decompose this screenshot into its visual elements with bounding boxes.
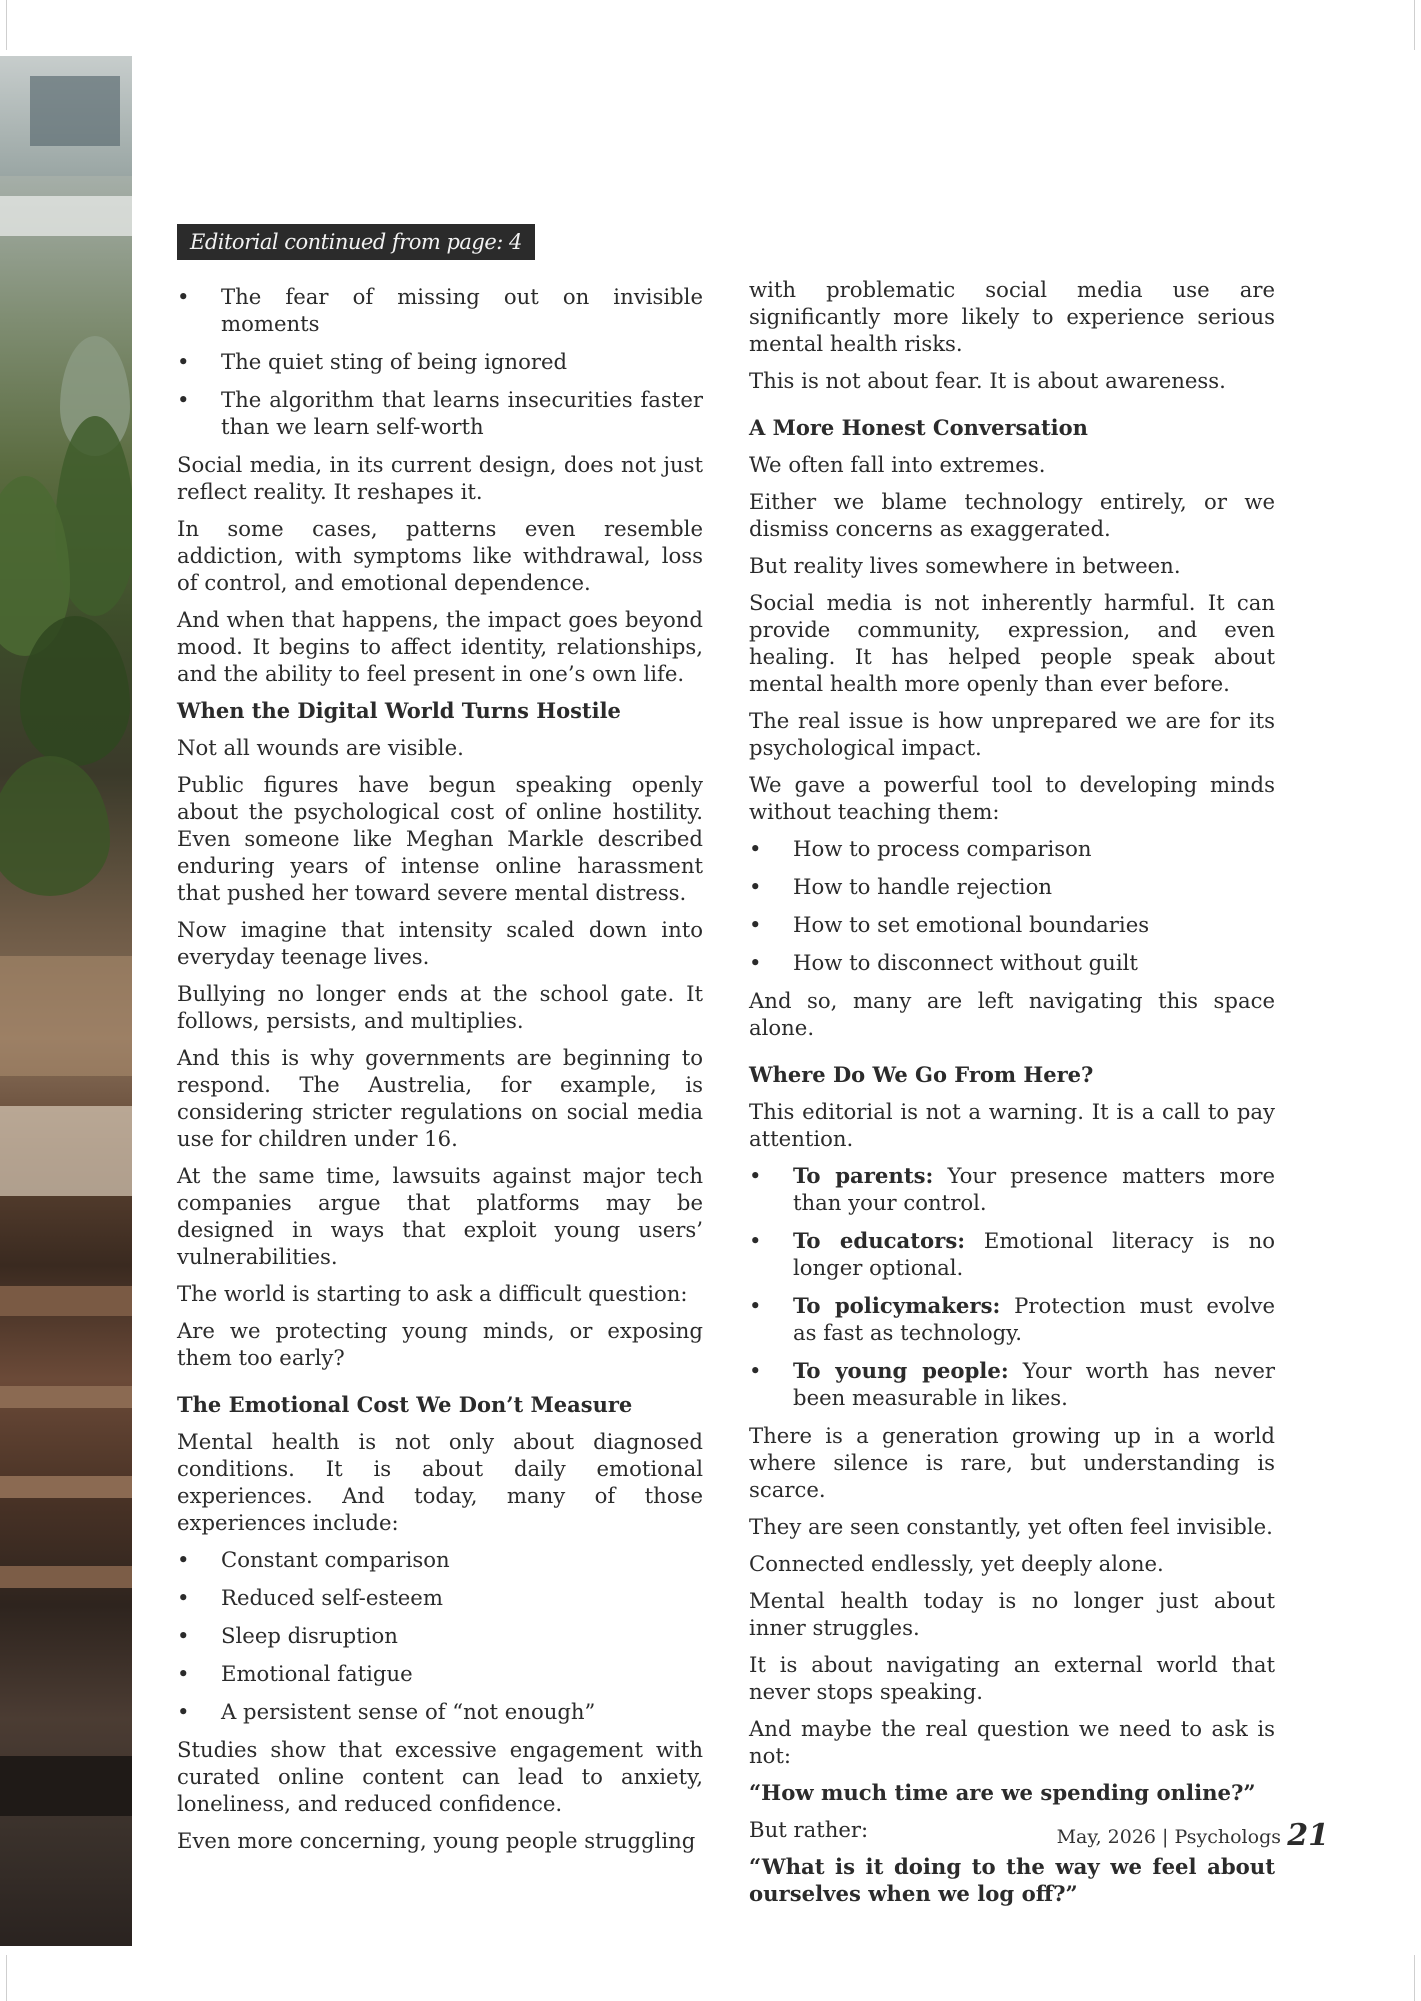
paragraph: Even more concerning, young people struggling	[177, 1828, 696, 1853]
paragraph: Now imagine that intensity scaled down into everyday teenage lives.	[177, 917, 703, 969]
list-item: • How to disconnect without guilt	[749, 949, 1275, 976]
crop-mark-bottom-right	[1414, 1955, 1415, 2001]
audience-label: To parents:	[793, 1163, 934, 1188]
paragraph: The real issue is how unprepared we are for its psychological impact.	[749, 708, 1275, 760]
bullet-list-fears	[177, 283, 703, 440]
audience-text: Your worth has never been measurable in likes.	[793, 1358, 1275, 1410]
paragraph: But rather:	[749, 1817, 869, 1842]
bullet-list-how	[749, 835, 1275, 976]
list-item	[749, 1162, 1275, 1216]
heading-emotional-cost: The Emotional Cost We Don’t Measure	[177, 1392, 633, 1417]
audience-text: Emotional literacy is no longer optional.	[793, 1228, 1275, 1280]
bullet-list-cost	[177, 1546, 703, 1725]
audience-text: Protection must evolve as fast as technology.	[793, 1293, 1275, 1345]
heading-honest-conversation: A More Honest Conversation	[749, 415, 1088, 440]
list-item: • How to handle rejection	[749, 873, 1275, 900]
page-number: 21	[1287, 1818, 1329, 1853]
paragraph: It is about navigating an external world that never stops speaking.	[749, 1652, 1275, 1704]
list-item: • Constant comparison	[177, 1546, 703, 1573]
paragraph: At the same time, lawsuits against major tech companies argue that platforms may be designed in ways that exploit young users’ vulnerabilities.	[177, 1163, 703, 1269]
list-item	[749, 1357, 1275, 1411]
decorative-photo-strip	[0, 56, 132, 1946]
list-item: • Sleep disruption	[177, 1622, 703, 1649]
paragraph: Mental health today is no longer just about inner struggles.	[749, 1588, 1275, 1640]
quote-time-online: “How much time are we spending online?”	[749, 1780, 1256, 1805]
right-column	[749, 276, 1275, 1917]
crop-mark-top-left	[6, 0, 7, 50]
paragraph: Public figures have begun speaking openly about the psychological cost of online hostility. Even someone like Meghan Markle described enduring years of intense online harassment that pushed her toward severe mental distress.	[177, 772, 703, 905]
paragraph: Social media, in its current design, does not just reflect reality. It reshapes it.	[177, 452, 703, 504]
list-item: • How to process comparison	[749, 835, 1275, 862]
paragraph: They are seen constantly, yet often feel invisible.	[749, 1514, 1273, 1539]
paragraph: And so, many are left navigating this space alone.	[749, 988, 1275, 1040]
paragraph: Mental health is not only about diagnosed conditions. It is about daily emotional experiences. And today, many of those experiences include:	[177, 1429, 703, 1535]
bullet-list-audiences	[749, 1162, 1275, 1411]
paragraph: Studies show that excessive engagement with curated online content can lead to anxiety, loneliness, and reduced confidence.	[177, 1737, 703, 1816]
paragraph: Not all wounds are visible.	[177, 735, 464, 760]
paragraph: The world is starting to ask a difficult question:	[177, 1281, 688, 1306]
heading-digital-world-hostile: When the Digital World Turns Hostile	[177, 698, 621, 723]
paragraph: Social media is not inherently harmful. It can provide community, expression, and even healing. It has helped people speak about mental health more openly than ever before.	[749, 590, 1275, 696]
footer-issue-label: May, 2026 | Psychologs	[1056, 1826, 1281, 1848]
crop-mark-top-right	[1414, 0, 1415, 50]
list-item	[749, 1227, 1275, 1281]
audience-label: To young people:	[793, 1358, 1009, 1383]
paragraph: We often fall into extremes.	[749, 452, 1046, 477]
crop-mark-bottom-left	[6, 1955, 7, 2001]
paragraph: Either we blame technology entirely, or we dismiss concerns as exaggerated.	[749, 489, 1275, 541]
list-item: • A persistent sense of “not enough”	[177, 1698, 703, 1725]
list-item: • How to set emotional boundaries	[749, 911, 1275, 938]
quote-feel-about-ourselves: “What is it doing to the way we feel about ourselves when we log off?”	[749, 1854, 1275, 1906]
list-item: • Emotional fatigue	[177, 1660, 703, 1687]
paragraph: This editorial is not a warning. It is a call to pay attention.	[749, 1099, 1275, 1151]
audience-label: To policymakers:	[793, 1293, 1001, 1318]
paragraph: There is a generation growing up in a world where silence is rare, but understanding is scarce.	[749, 1423, 1275, 1502]
paragraph: Connected endlessly, yet deeply alone.	[749, 1551, 1164, 1576]
paragraph: This is not about fear. It is about awareness.	[749, 368, 1226, 393]
paragraph: We gave a powerful tool to developing minds without teaching them:	[749, 772, 1275, 824]
paragraph: with problematic social media use are significantly more likely to experience serious mental health risks.	[749, 277, 1275, 356]
left-column	[177, 283, 703, 1864]
paragraph: And this is why governments are beginning to respond. The Austrelia, for example, is considering stricter regulations on social media use for children under 16.	[177, 1045, 703, 1151]
paragraph: Bullying no longer ends at the school gate. It follows, persists, and multiplies.	[177, 981, 703, 1033]
audience-text: Your presence matters more than your control.	[793, 1163, 1275, 1215]
list-item	[749, 1292, 1275, 1346]
paragraph: Are we protecting young minds, or exposing them too early?	[177, 1318, 703, 1370]
paragraph: But reality lives somewhere in between.	[749, 553, 1181, 578]
list-item: • The quiet sting of being ignored	[177, 348, 703, 375]
paragraph: And when that happens, the impact goes beyond mood. It begins to affect identity, relationships, and the ability to feel present in one’s own life.	[177, 607, 703, 686]
list-item: • Reduced self-esteem	[177, 1584, 703, 1611]
heading-where-from-here: Where Do We Go From Here?	[749, 1062, 1094, 1087]
audience-label: To educators:	[793, 1228, 966, 1253]
paragraph: In some cases, patterns even resemble addiction, with symptoms like withdrawal, loss of control, and emotional dependence.	[177, 516, 703, 595]
list-item: • The algorithm that learns insecurities faster than we learn self-worth	[177, 386, 703, 440]
editorial-continued-tag: Editorial continued from page: 4	[177, 224, 535, 260]
paragraph: And maybe the real question we need to ask is not:	[749, 1716, 1275, 1768]
list-item: • The fear of missing out on invisible moments	[177, 283, 703, 337]
